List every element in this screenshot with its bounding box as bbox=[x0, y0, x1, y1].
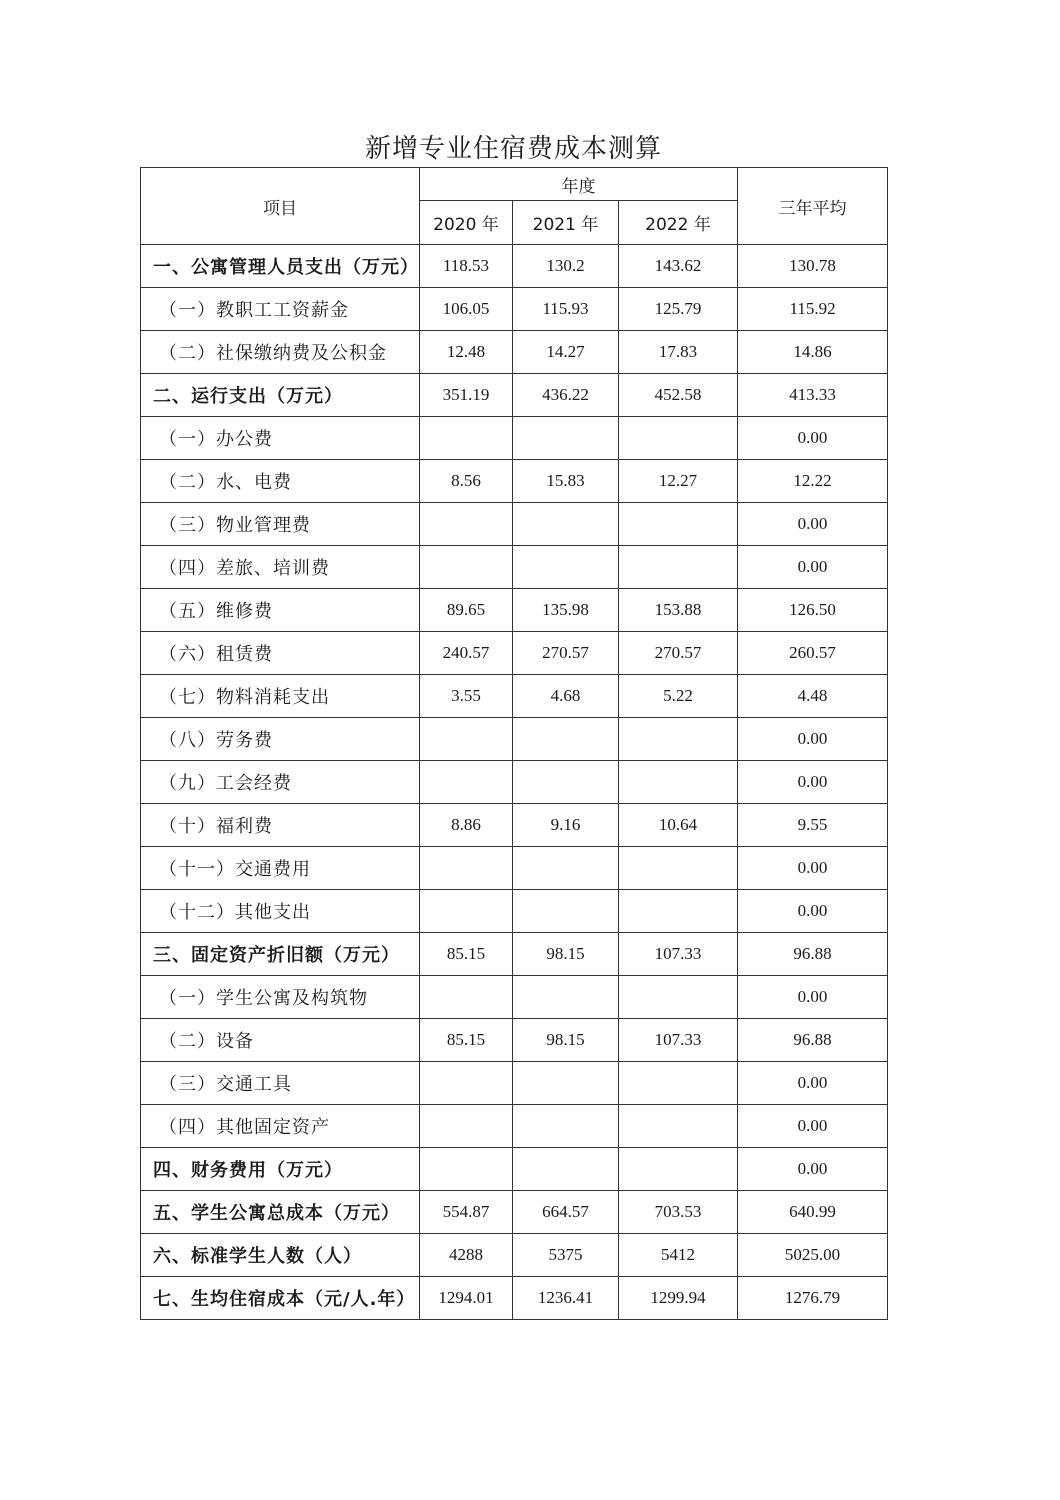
row-label: （五）维修费 bbox=[141, 589, 420, 632]
cell-2022 bbox=[619, 1105, 738, 1148]
table-row bbox=[141, 245, 888, 288]
cost-table bbox=[140, 167, 888, 1320]
row-label: 五、学生公寓总成本（万元） bbox=[141, 1191, 420, 1234]
row-label: （八）劳务费 bbox=[141, 718, 420, 761]
cell-2020 bbox=[420, 417, 513, 460]
cell-average: 0.00 bbox=[738, 761, 888, 804]
cell-2021: 15.83 bbox=[513, 460, 619, 503]
row-label: （四）差旅、培训费 bbox=[141, 546, 420, 589]
cell-2022 bbox=[619, 718, 738, 761]
row-label: （三）交通工具 bbox=[141, 1062, 420, 1105]
cell-2020 bbox=[420, 976, 513, 1019]
row-label: （二）水、电费 bbox=[141, 460, 420, 503]
row-label: （一）办公费 bbox=[141, 417, 420, 460]
table-row bbox=[141, 417, 888, 460]
cell-2022 bbox=[619, 1062, 738, 1105]
cell-average: 0.00 bbox=[738, 890, 888, 933]
cell-2020 bbox=[420, 718, 513, 761]
cell-2021: 14.27 bbox=[513, 331, 619, 374]
cell-2020 bbox=[420, 503, 513, 546]
table-row bbox=[141, 503, 888, 546]
cell-average: 5025.00 bbox=[738, 1234, 888, 1277]
cell-2021 bbox=[513, 417, 619, 460]
header-item: 项目 bbox=[141, 168, 420, 245]
cell-average: 126.50 bbox=[738, 589, 888, 632]
cell-2021: 1236.41 bbox=[513, 1277, 619, 1320]
row-label: 六、标准学生人数（人） bbox=[141, 1234, 420, 1277]
cell-2021 bbox=[513, 718, 619, 761]
cell-average: 0.00 bbox=[738, 718, 888, 761]
table-row bbox=[141, 288, 888, 331]
table-row bbox=[141, 1148, 888, 1191]
table-body bbox=[141, 245, 888, 1320]
table-row bbox=[141, 546, 888, 589]
cell-2020: 89.65 bbox=[420, 589, 513, 632]
document-title: 新增专业住宿费成本测算 bbox=[364, 134, 662, 164]
cell-2020 bbox=[420, 1148, 513, 1191]
cell-2020: 3.55 bbox=[420, 675, 513, 718]
header-average: 三年平均 bbox=[738, 168, 888, 245]
row-label: （二）设备 bbox=[141, 1019, 420, 1062]
table-row bbox=[141, 847, 888, 890]
cell-average: 0.00 bbox=[738, 847, 888, 890]
table-row bbox=[141, 374, 888, 417]
cell-2021: 4.68 bbox=[513, 675, 619, 718]
cell-2020: 8.56 bbox=[420, 460, 513, 503]
cell-2021 bbox=[513, 1105, 619, 1148]
row-label: （一）教职工工资薪金 bbox=[141, 288, 420, 331]
cell-2020: 351.19 bbox=[420, 374, 513, 417]
cell-2022 bbox=[619, 503, 738, 546]
cell-2020 bbox=[420, 1105, 513, 1148]
row-label: 三、固定资产折旧额（万元） bbox=[141, 933, 420, 976]
header-year-group: 年度 bbox=[420, 168, 738, 201]
table-row bbox=[141, 761, 888, 804]
table-row bbox=[141, 1062, 888, 1105]
cell-average: 0.00 bbox=[738, 1148, 888, 1191]
cell-2021: 664.57 bbox=[513, 1191, 619, 1234]
cell-2022: 270.57 bbox=[619, 632, 738, 675]
cell-2022: 703.53 bbox=[619, 1191, 738, 1234]
cell-2020: 85.15 bbox=[420, 1019, 513, 1062]
table-row bbox=[141, 460, 888, 503]
cell-2022 bbox=[619, 546, 738, 589]
row-label: （十二）其他支出 bbox=[141, 890, 420, 933]
cell-average: 0.00 bbox=[738, 503, 888, 546]
cell-2020 bbox=[420, 1062, 513, 1105]
row-label: 七、生均住宿成本（元/人.年） bbox=[141, 1277, 420, 1320]
row-label: （一）学生公寓及构筑物 bbox=[141, 976, 420, 1019]
header-year-2021: 2021 年 bbox=[513, 201, 619, 245]
cell-average: 9.55 bbox=[738, 804, 888, 847]
table-row bbox=[141, 976, 888, 1019]
row-label: （七）物料消耗支出 bbox=[141, 675, 420, 718]
cell-average: 0.00 bbox=[738, 1105, 888, 1148]
cell-average: 130.78 bbox=[738, 245, 888, 288]
cell-average: 14.86 bbox=[738, 331, 888, 374]
cell-2022 bbox=[619, 761, 738, 804]
row-label: （九）工会经费 bbox=[141, 761, 420, 804]
cell-2022: 452.58 bbox=[619, 374, 738, 417]
cell-2022: 12.27 bbox=[619, 460, 738, 503]
row-label: （二）社保缴纳费及公积金 bbox=[141, 331, 420, 374]
cell-2022: 17.83 bbox=[619, 331, 738, 374]
cell-2021 bbox=[513, 761, 619, 804]
cell-2021: 436.22 bbox=[513, 374, 619, 417]
table-row bbox=[141, 589, 888, 632]
cell-2021: 98.15 bbox=[513, 1019, 619, 1062]
cell-2022 bbox=[619, 1148, 738, 1191]
cell-average: 4.48 bbox=[738, 675, 888, 718]
cell-average: 115.92 bbox=[738, 288, 888, 331]
cell-2020: 554.87 bbox=[420, 1191, 513, 1234]
cell-2020: 240.57 bbox=[420, 632, 513, 675]
cell-2022: 10.64 bbox=[619, 804, 738, 847]
cell-2022: 107.33 bbox=[619, 1019, 738, 1062]
cell-2020: 85.15 bbox=[420, 933, 513, 976]
cell-2021 bbox=[513, 546, 619, 589]
cell-2022 bbox=[619, 890, 738, 933]
cell-2022 bbox=[619, 417, 738, 460]
table-row bbox=[141, 331, 888, 374]
row-label: （四）其他固定资产 bbox=[141, 1105, 420, 1148]
cell-2021: 5375 bbox=[513, 1234, 619, 1277]
table-row bbox=[141, 1191, 888, 1234]
header-year-2022: 2022 年 bbox=[619, 201, 738, 245]
cell-average: 260.57 bbox=[738, 632, 888, 675]
cell-2020: 8.86 bbox=[420, 804, 513, 847]
cell-average: 96.88 bbox=[738, 933, 888, 976]
row-label: 四、财务费用（万元） bbox=[141, 1148, 420, 1191]
cell-2021: 270.57 bbox=[513, 632, 619, 675]
cell-average: 640.99 bbox=[738, 1191, 888, 1234]
header-year-2020: 2020 年 bbox=[420, 201, 513, 245]
row-label: 一、公寓管理人员支出（万元） bbox=[141, 245, 420, 288]
cell-2020 bbox=[420, 890, 513, 933]
cell-2020: 106.05 bbox=[420, 288, 513, 331]
cell-average: 0.00 bbox=[738, 1062, 888, 1105]
table-row bbox=[141, 675, 888, 718]
cell-2022: 125.79 bbox=[619, 288, 738, 331]
cell-2022: 5412 bbox=[619, 1234, 738, 1277]
cell-2021: 135.98 bbox=[513, 589, 619, 632]
cell-average: 1276.79 bbox=[738, 1277, 888, 1320]
cell-2021: 130.2 bbox=[513, 245, 619, 288]
table-row bbox=[141, 1105, 888, 1148]
table-row bbox=[141, 718, 888, 761]
cell-2020 bbox=[420, 546, 513, 589]
cell-2020: 4288 bbox=[420, 1234, 513, 1277]
cell-2020: 118.53 bbox=[420, 245, 513, 288]
cell-2021: 115.93 bbox=[513, 288, 619, 331]
cell-2020: 12.48 bbox=[420, 331, 513, 374]
row-label: 二、运行支出（万元） bbox=[141, 374, 420, 417]
cell-2021: 9.16 bbox=[513, 804, 619, 847]
cell-2021: 98.15 bbox=[513, 933, 619, 976]
row-label: （十一）交通费用 bbox=[141, 847, 420, 890]
cell-2022 bbox=[619, 847, 738, 890]
cell-average: 0.00 bbox=[738, 546, 888, 589]
table-row bbox=[141, 1019, 888, 1062]
table-row bbox=[141, 890, 888, 933]
cell-2020 bbox=[420, 847, 513, 890]
cell-average: 413.33 bbox=[738, 374, 888, 417]
table-row bbox=[141, 933, 888, 976]
cell-2020: 1294.01 bbox=[420, 1277, 513, 1320]
cell-2022: 1299.94 bbox=[619, 1277, 738, 1320]
cell-average: 12.22 bbox=[738, 460, 888, 503]
cell-2021 bbox=[513, 503, 619, 546]
cell-average: 0.00 bbox=[738, 976, 888, 1019]
table-row bbox=[141, 804, 888, 847]
cell-2021 bbox=[513, 1148, 619, 1191]
cell-average: 0.00 bbox=[738, 417, 888, 460]
row-label: （十）福利费 bbox=[141, 804, 420, 847]
table-row bbox=[141, 632, 888, 675]
row-label: （三）物业管理费 bbox=[141, 503, 420, 546]
cell-2022: 5.22 bbox=[619, 675, 738, 718]
cell-2022: 153.88 bbox=[619, 589, 738, 632]
cell-2022: 143.62 bbox=[619, 245, 738, 288]
cell-2022: 107.33 bbox=[619, 933, 738, 976]
cell-2021 bbox=[513, 976, 619, 1019]
cell-average: 96.88 bbox=[738, 1019, 888, 1062]
cell-2021 bbox=[513, 890, 619, 933]
cell-2021 bbox=[513, 847, 619, 890]
cell-2020 bbox=[420, 761, 513, 804]
table-header bbox=[141, 168, 888, 245]
row-label: （六）租赁费 bbox=[141, 632, 420, 675]
table-row bbox=[141, 1234, 888, 1277]
cell-2021 bbox=[513, 1062, 619, 1105]
cell-2022 bbox=[619, 976, 738, 1019]
table-row bbox=[141, 1277, 888, 1320]
